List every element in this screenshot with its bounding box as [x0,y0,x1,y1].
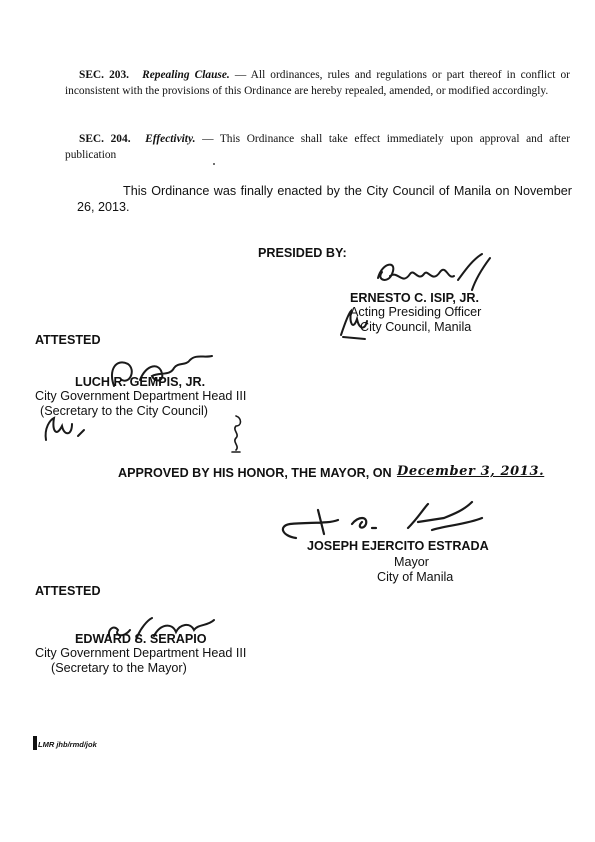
section-204-number: SEC. 204. [79,133,131,145]
section-203-text: — All ordinances, rules and regulations or part thereof in conflict or inconsistent with the provisions of this Ordinance are hereby repealed, amended, or modified accordingly. [65,69,570,97]
council-margin-mark [228,412,246,461]
council-initials [38,410,108,455]
council-secretary-name: LUCH R. GEMPIS, JR. [75,375,206,389]
enactment-text: This Ordinance was finally enacted by the City Council of Manila on November 26, 2013. [77,184,572,214]
mayor-secretary-role: (Secretary to the Mayor) [51,661,187,675]
presided-by-label: PRESIDED BY: [258,246,347,260]
presiding-officer-name: ERNESTO C. ISIP, JR. [350,291,480,305]
section-204-text: — This Ordinance shall take effect immediately upon approval and after publication [65,133,570,161]
approval-statement: APPROVED BY HIS HONOR, THE MAYOR, ON [118,466,392,480]
council-secretary-role: (Secretary to the City Council) [40,404,208,418]
speck-mark [213,163,215,165]
presiding-officer-office: City Council, Manila [360,320,472,334]
section-203 [65,67,570,99]
section-203-number: SEC. 203. [79,69,130,81]
mayor-name: JOSEPH EJERCITO ESTRADA [307,539,489,553]
footer-mark [33,736,37,750]
presiding-officer-title: Acting Presiding Officer [350,305,482,319]
enactment-statement [77,183,572,215]
attested-label-mayor: ATTESTED [35,584,101,598]
footer-reference-code: LMR jhb/rmd/jok [38,740,97,749]
approval-date: December 3, 2013. [397,464,545,479]
attested-label-council: ATTESTED [35,333,101,347]
mayor-city: City of Manila [377,570,454,584]
mayor-secretary-title: City Government Department Head III [35,646,247,660]
section-203-caption: Repealing Clause. [142,69,230,81]
council-secretary-title: City Government Department Head III [35,389,247,403]
section-204-caption: Effectivity. [145,133,196,145]
section-204 [65,131,570,163]
mayor-title: Mayor [394,555,429,569]
mayor-secretary-name: EDWARD S. SERAPIO [75,632,207,646]
